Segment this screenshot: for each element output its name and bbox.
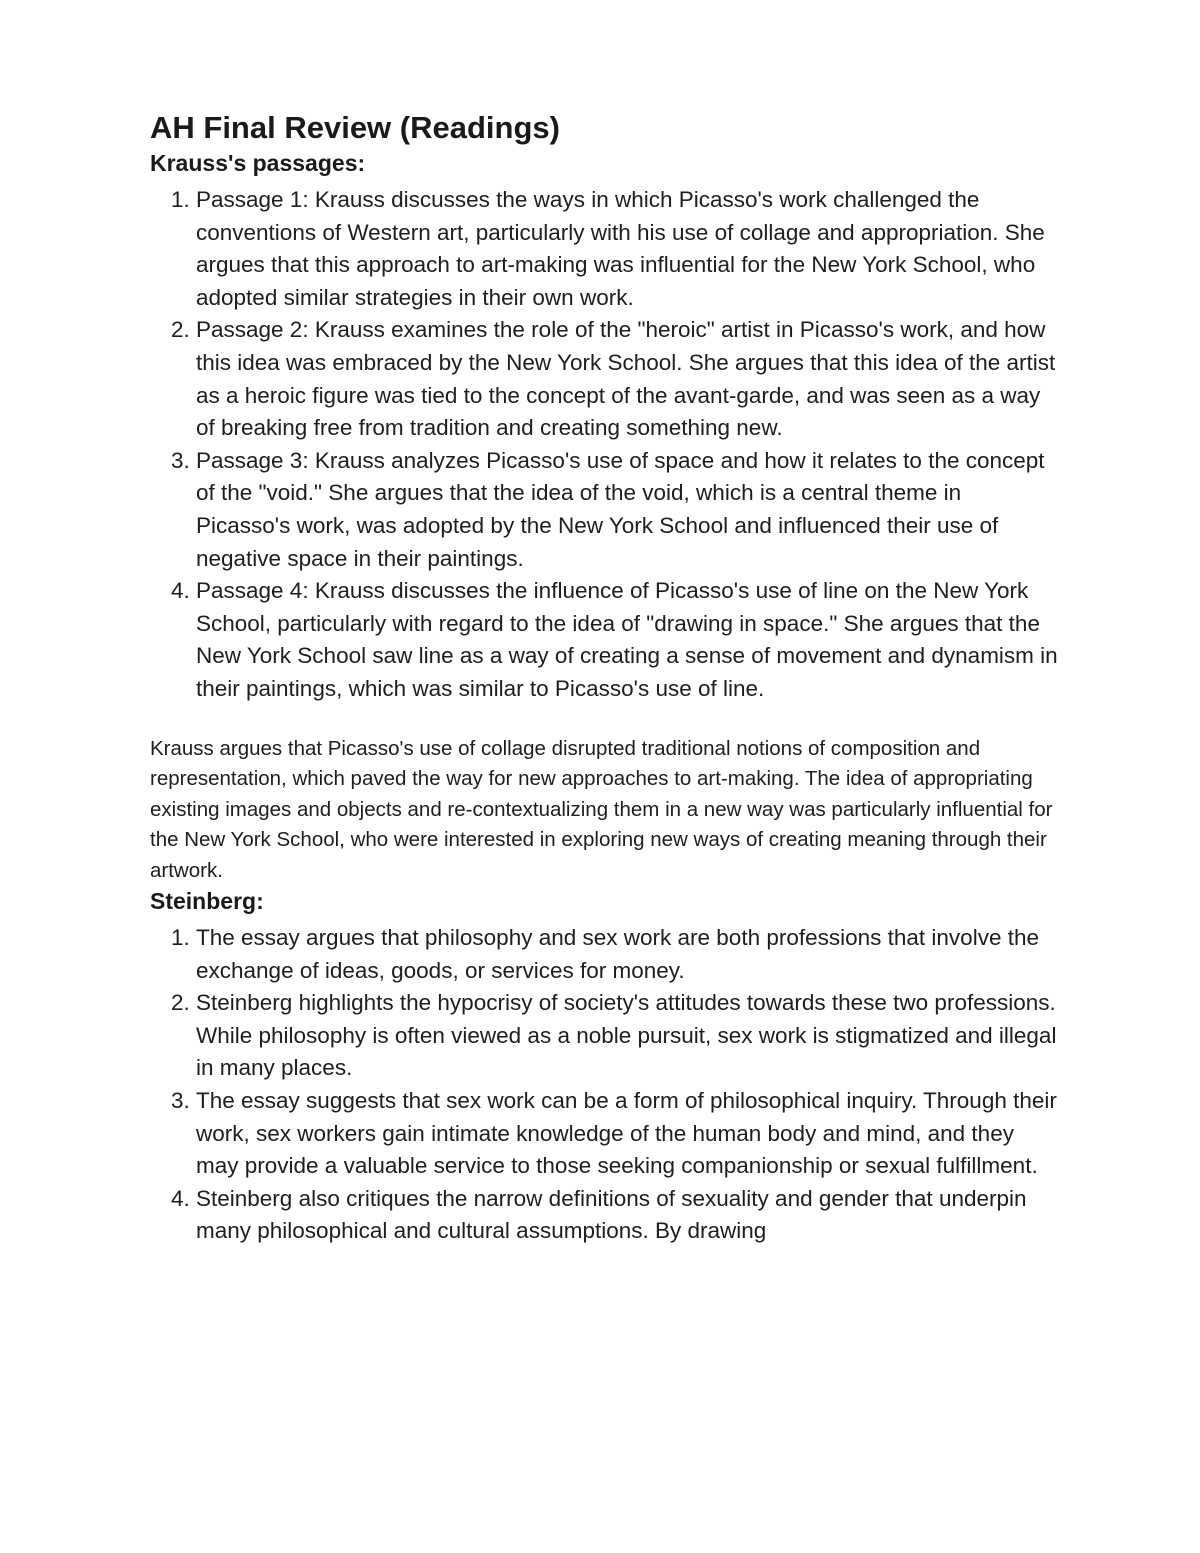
steinberg-section — [150, 886, 1060, 1248]
document-page — [150, 108, 1060, 1248]
krauss-heading: Krauss's passages: — [150, 150, 366, 176]
list-item: 1. Passage 1: Krauss discusses the ways in which Picasso's work challenged the conventions of Western art, particularly with his use of collage and appropriation. She argues that this approach to art-making was influential for the New York School, who adopted similar strategies in their own work. — [196, 184, 1060, 314]
krauss-section — [150, 148, 1060, 886]
list-item: 1. The essay argues that philosophy and sex work are both professions that involve the exchange of ideas, goods, or services for money. — [196, 922, 1060, 987]
list-item: 4. Passage 4: Krauss discusses the influence of Picasso's use of line on the New York School, particularly with regard to the idea of "drawing in space." She argues that the New York School saw line as a way of creating a sense of movement and dynamism in their paintings, which was similar to Picasso's use of line. — [196, 575, 1060, 705]
steinberg-list — [150, 922, 1060, 1248]
list-item: 2. Steinberg highlights the hypocrisy of society's attitudes towards these two professions. While philosophy is often viewed as a noble pursuit, sex work is stigmatized and illegal in many places. — [196, 987, 1060, 1085]
steinberg-heading: Steinberg: — [150, 888, 264, 914]
list-item: 4. Steinberg also critiques the narrow definitions of sexuality and gender that underpin many philosophical and cultural assumptions. By drawing — [196, 1183, 1060, 1248]
krauss-summary-paragraph: Krauss argues that Picasso's use of collage disrupted traditional notions of composition and representation, which paved the way for new approaches to art-making. The idea of appropriating existing images and objects and re-contextualizing them in a new way was particularly influential for the New York School, who were interested in exploring new ways of creating meaning through their artwork. — [150, 736, 1053, 882]
list-item: 3. Passage 3: Krauss analyzes Picasso's use of space and how it relates to the concept of the "void." She argues that the idea of the void, which is a central theme in Picasso's work, was adopted by the New York School and influenced their use of negative space in their paintings. — [196, 445, 1060, 575]
list-item: 2. Passage 2: Krauss examines the role of the "heroic" artist in Picasso's work, and how this idea was embraced by the New York School. She argues that this idea of the artist as a heroic figure was tied to the concept of the avant-garde, and was seen as a way of breaking free from tradition and creating something new. — [196, 314, 1060, 444]
krauss-list — [150, 184, 1060, 706]
list-item: 3. The essay suggests that sex work can be a form of philosophical inquiry. Through their work, sex workers gain intimate knowledge of the human body and mind, and they may provide a valuable service to those seeking companionship or sexual fulfillment. — [196, 1085, 1060, 1183]
page-title: AH Final Review (Readings) — [150, 110, 560, 145]
